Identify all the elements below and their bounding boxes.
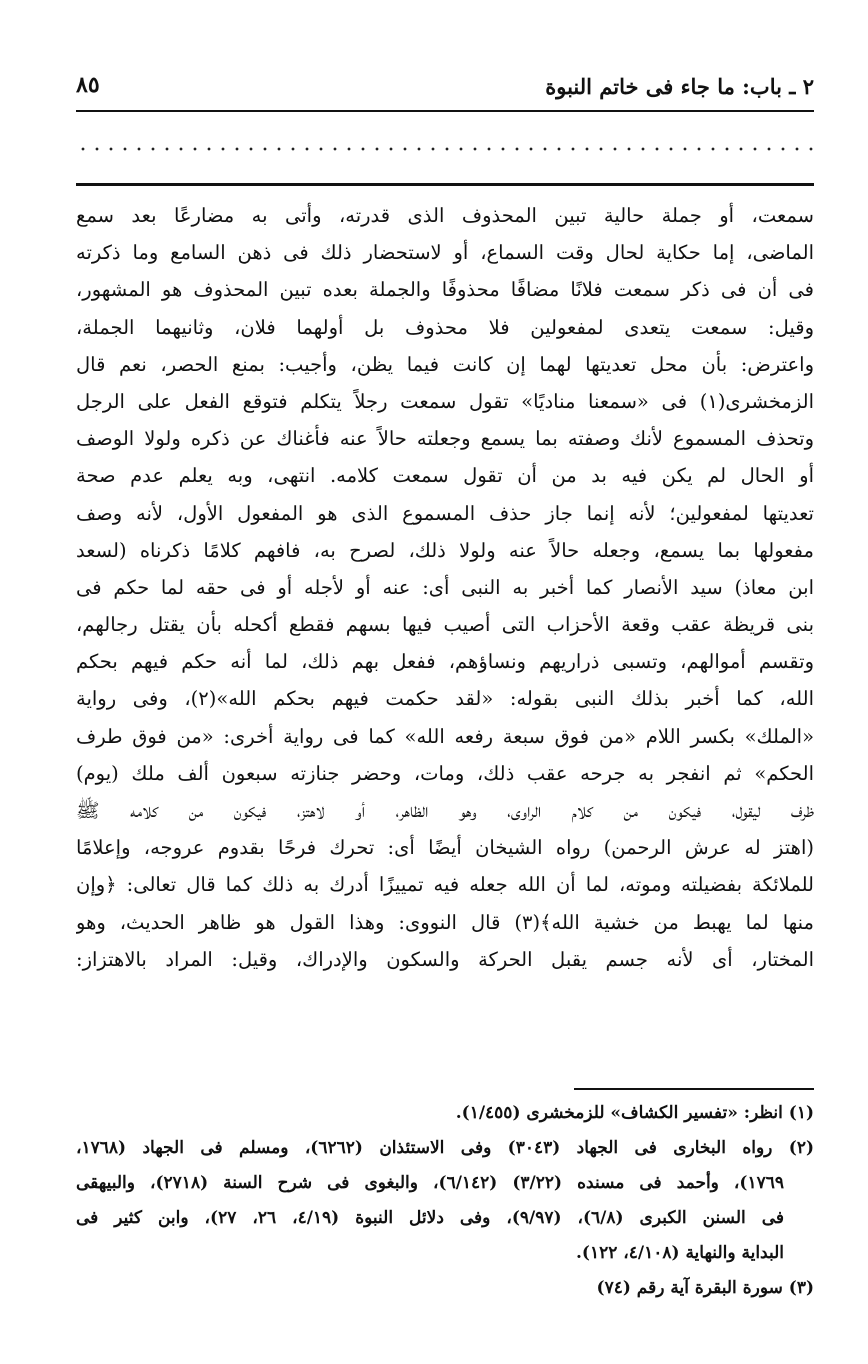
chapter-title: ٢ ـ باب: ما جاء فى خاتم النبوة [545,74,814,99]
text-line: وتحذف المسموع لأنك وصفته بما يسمع وجعلته حالاً عنه فأغناك عن ذكره ولولا الوصف [76,427,814,451]
text-line: الحكم» ثم انفجر به جرحه عقب ذلك، ومات، وحضر جنازته سبعون ألف ملك (يوم) [76,761,814,785]
footnote-2-cont: فى السنن الكبرى (٦/٨)، (٩/٩٧)، وفى دلائل النبوة (٤/١٩، ٢٦، ٢٧)، وابن كثير فى [76,1208,785,1228]
text-line: وتقسم أموالهم، وتسبى ذراريهم ونساؤهم، ففعل بهم ذلك، لما أنه حكم فيهم بحكم [76,650,814,674]
footnote-2-cont: ١٧٦٩)، وأحمد فى مسنده (٣/٢٢) (٦/١٤٢)، والبغوى فى شرح السنة (٢٧١٨)، والبيهقى [76,1173,784,1193]
dotted-separator [76,146,814,152]
footnote-rule [574,1088,814,1090]
text-line: أو الحال لم يكن فيه بد من أن تقول سمعت كلامه. انتهى، وبه يعلم عدم صحة [76,464,814,488]
text-line: مفعولها بما يسمع، وجعله حالاً عنه ولولا ذلك، لصرح به، فافهم كلامًا ذكرناه (لسعد [76,538,814,562]
text-separator-rule [76,183,814,186]
footnote-2-cont: البداية والنهاية (٤/١٠٨، ١٢٢). [575,1243,784,1263]
text-line: الزمخشرى(١) فى «سمعنا مناديًا» تقول سمعت رجلاً يتكلم فتوقع الفعل على الرجل [76,389,814,413]
text-line: الله، كما أخبر بذلك النبى بقوله: «لقد حكمت فيهم بحكم الله»(٢)، وفى رواية [76,687,814,711]
text-line: للملائكة بفضيلته وموته، لما أن الله جعله فيه تمييزًا أدرك به ذلك كما قال تعالى: ﴿وإن [76,873,814,897]
text-line: المختار، أى لأنه جسم يقبل الحركة والسكون والإدراك، وقيل: المراد بالاهتزاز: [76,947,814,971]
page-header [76,70,814,110]
text-line: تعديتها لمفعولين؛ لأنه إنما جاز حذف المسموع الذى هو المفعول الأول، لأنه وصف [76,501,814,525]
text-line: سمعت، أو جملة حالية تبين المحذوف الذى قدرته، وأتى به مضارعًا بعد سمع [76,204,814,227]
text-line: «الملك» بكسر اللام «من فوق سبعة رفعه الله» كما فى رواية أخرى: «من فوق طرف [76,724,814,748]
text-line: الماضى، إما حكاية لحال وقت السماع، أو لاستحضار ذلك فى ذهن السامع وما ذكرته [76,241,814,265]
footnote-3: (٣) سورة البقرة آية رقم (٧٤) [596,1278,814,1298]
text-line: (اهتز له عرش الرحمن) رواه الشيخان أيضًا أى: تحرك فرحًا بقدوم عروجه، وإعلامًا [76,836,814,860]
text-line: فى أن فى ذكر سمعت فلانًا مضافًا محذوفًا والجملة بعده تبين المحذوف هو المشهور، [76,278,814,302]
text-line: بنى قريظة عقب وقعة الأحزاب التى أصيب فيها بسهم فقطع أكحله بأن يقتل رجالهم، [76,613,814,637]
header-rule [76,110,814,112]
text-line: وقيل: سمعت يتعدى لمفعولين فلا محذوف بل أولهما فلان، وثانيهما الجملة، [76,315,814,339]
footnote-1: (١) انظر: «تفسير الكشاف» للزمخشرى (١/٤٥٥). [455,1103,814,1123]
footnotes [76,1096,814,1306]
text-line: واعترض: بأن محل تعديتها لهما إن كانت فيما يظن، وأجيب: بمنع الحصر، نعم قال [76,352,814,376]
footnote-2: (٢) رواه البخارى فى الجهاد (٣٠٤٣) وفى الاستئذان (٦٢٦٢)، ومسلم فى الجهاد (١٧٦٨، [76,1138,814,1158]
text-line: منها لما يهبط من خشية الله﴾(٣) قال النووى: وهذا القول هو ظاهر الحديث، وهو [76,910,814,934]
page-number: ٨٥ [76,72,100,98]
text-line: ابن معاذ) سيد الأنصار كما أخبر به النبى أى: عنه أو لأجله أو فى حقه لما حكم فى [76,575,814,599]
main-text [76,197,814,978]
text-line: ظرف ليقول، فيكون من كلام الراوى، وهو الظاهر، أو لاهتز، فيكون من كلامه ﷺ [76,799,814,822]
